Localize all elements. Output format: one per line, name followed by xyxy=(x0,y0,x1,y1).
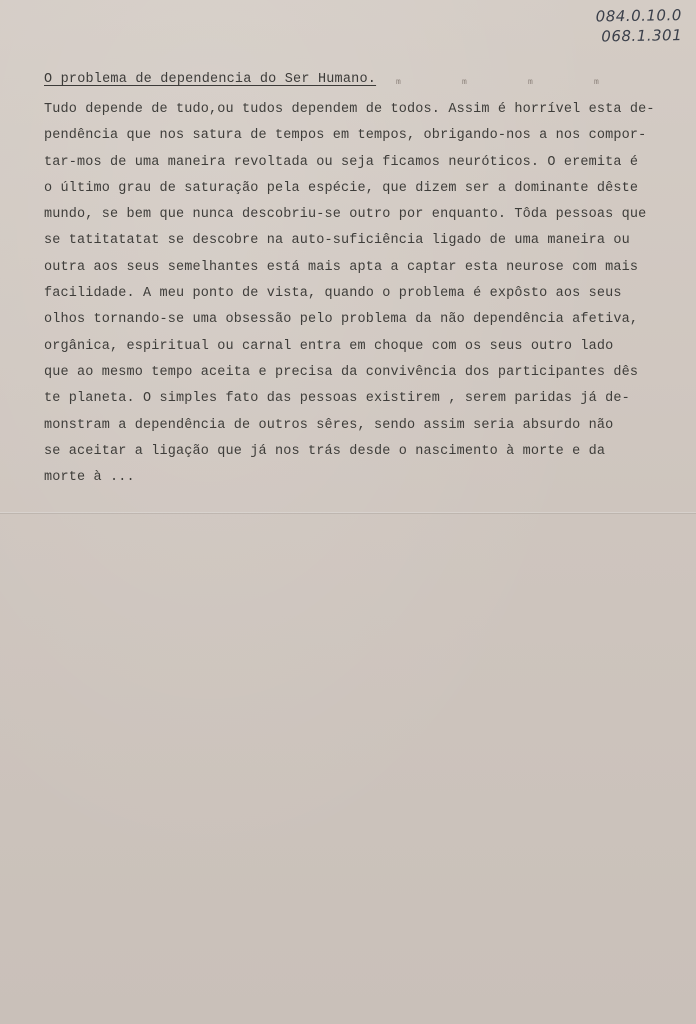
text-line: outra aos seus semelhantes está mais apta a captar esta neurose com mais xyxy=(44,259,639,275)
text-line: mundo, se bem que nunca descobriu-se outro por enquanto. Tôda pessoas que xyxy=(44,207,647,223)
margin-mark: m xyxy=(528,78,533,87)
document-title: O problema de dependencia do Ser Humano. xyxy=(44,72,377,87)
margin-marks xyxy=(396,78,660,87)
text-line: Tudo depende de tudo,ou tudos dependem de todos. Assim é horrível esta de- xyxy=(44,102,655,117)
margin-mark: m xyxy=(396,78,401,87)
text-line: se tatitatatat se descobre na auto-suficiência ligado de uma maneira ou xyxy=(44,233,630,249)
text-line: pendência que nos satura de tempos em tempos, obrigando-nos a nos compor- xyxy=(44,128,647,144)
text-line: facilidade. A meu ponto de vista, quando o problema é expôsto aos seus xyxy=(44,286,622,302)
text-line: morte à ... xyxy=(44,470,135,486)
archive-code-line-1: 084.0.10.0 xyxy=(595,6,682,26)
margin-mark: m xyxy=(462,78,467,87)
text-line: te planeta. O simples fato das pessoas existirem , serem paridas já de- xyxy=(44,391,630,407)
text-line: olhos tornando-se uma obsessão pelo problema da não dependência afetiva, xyxy=(44,312,639,328)
text-line: o último grau de saturação pela espécie, que dizem ser a dominante dêste xyxy=(44,180,639,196)
text-line: monstram a dependência de outros sêres, sendo assim seria absurdo não xyxy=(44,417,614,433)
margin-mark: m xyxy=(594,78,599,87)
text-line: que ao mesmo tempo aceita e precisa da convivência dos participantes dês xyxy=(44,364,639,380)
archive-code-line-2: 068.1.301 xyxy=(601,26,683,46)
archive-code xyxy=(572,5,683,47)
text-line: tar-mos de uma maneira revoltada ou seja ficamos neuróticos. O eremita é xyxy=(44,154,639,170)
paper-fold xyxy=(0,512,696,514)
text-line: orgânica, espiritual ou carnal entra em choque com os seus outro lado xyxy=(44,338,614,354)
text-line: se aceitar a ligação que já nos trás desde o nascimento à morte e da xyxy=(44,443,606,459)
document-body xyxy=(44,97,655,491)
